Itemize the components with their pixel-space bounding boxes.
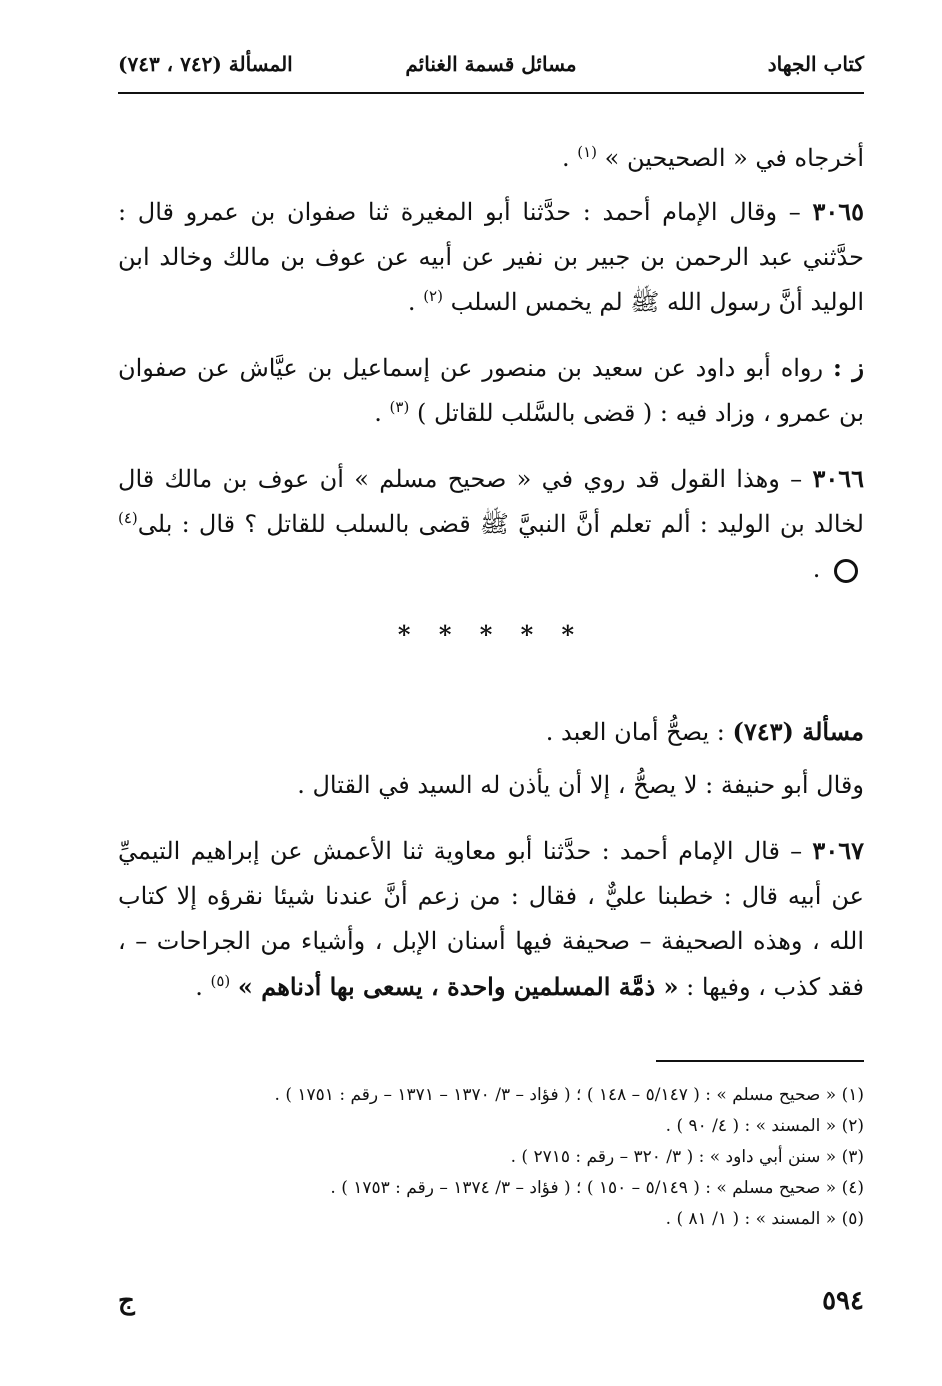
footnotes: [118, 1080, 864, 1235]
footnote-3: (٣) « سنن أبي داود » : ( ٣/ ٣٢٠ – رقم : ٢٧١٥ ) .: [510, 1147, 864, 1167]
running-header: [118, 52, 864, 86]
footnote-1: (١) « صحيح مسلم » : ( ٥/١٤٧ – ١٤٨ ) ؛ ( فؤاد – ٣/ ١٣٧٠ – ١٣٧١ – رقم : ١٧٥١ ) .: [274, 1085, 864, 1105]
masala-743-heading: مسألة (٧٤٣) : يصحُّ أمان العبد .: [545, 717, 864, 746]
hadith-number: ٣٠٦٦: [812, 464, 864, 493]
hadith-3067: ٣٠٦٧ – قال الإمام أحمد : حدَّثنا أبو معاوية ثنا الأعمش عن إبراهيم التيميِّ عن أبيه قال : خطبنا عليٌّ ، فقال : من زعم أنَّ عندنا شيئا نقرؤه إلا كتاب الله ، وهذه الصحيفة – صحيفة فيها أسنان الإبل ، وأشياء من الجراحات – ، فقد كذب ، وفيها : « ذمَّة المسلمين واحدة ، يسعى بها أدناهم » $^{(٥)}$ .: [118, 836, 864, 1001]
footnote-ref-4[interactable]: (٤): [118, 509, 138, 527]
hadith-3066: ٣٠٦٦ – وهذا القول قد روي في « صحيح مسلم » أن عوف بن مالك قال لخالد بن الوليد : ألم تعلم أنَّ النبيَّ ﷺ قضى بالسلب للقاتل ؟ قال : بلى$^{(٤)}$ .: [118, 464, 864, 583]
header-book-title: كتاب الجهاد: [767, 52, 864, 76]
hadith-quote: « ذمَّة المسلمين واحدة ، يسعى بها أدناهم »: [237, 972, 679, 1001]
end-circle-icon: [834, 559, 858, 583]
footnote-4: (٤) « صحيح مسلم » : ( ٥/١٤٩ – ١٥٠ ) ؛ ( فؤاد – ٣/ ١٣٧٤ – رقم : ١٧٥٣ ) .: [330, 1178, 864, 1198]
abu-hanifa-opinion: وقال أبو حنيفة : لا يصحُّ ، إلا أن يأذن له السيد في القتال .: [297, 771, 864, 799]
hadith-3065: ٣٠٦٥ – وقال الإمام أحمد : حدَّثنا أبو المغيرة ثنا صفوان بن عمرو قال : حدَّثني عبد الرحمن بن جبير بن نفير عن أبيه عن عوف بن مالك وخالد ابن الوليد أنَّ رسول الله ﷺ لم يخمس السلب $^{(٢)}$ .: [118, 197, 864, 316]
paragraph-takhrij: أخرجاه في « الصحيحين » $^{(١)}$ .: [561, 143, 864, 172]
footnote-2: (٢) « المسند » : ( ٤/ ٩٠ ) .: [665, 1116, 864, 1136]
footnote-5: (٥) « المسند » : ( ١/ ٨١ ) .: [665, 1209, 864, 1229]
page-number: ٥٩٤: [822, 1286, 864, 1316]
footnote-ref-3[interactable]: (٣): [389, 398, 410, 416]
ziyada-note: ز : رواه أبو داود عن سعيد بن منصور عن إسماعيل بن عيَّاش عن صفوان بن عمرو ، وزاد فيه : ( قضى بالسَّلب للقاتل ) $^{(٣)}$ .: [118, 353, 865, 427]
volume-mark: ج: [118, 1286, 135, 1316]
footnote-rule: [656, 1060, 864, 1062]
ziyada-mark: ز :: [832, 353, 865, 382]
page: [118, 40, 864, 1360]
header-rule: [118, 92, 864, 94]
header-issue-range: المسألة (٧٤٢ ، ٧٤٣): [118, 52, 293, 76]
body-text: [118, 136, 864, 1030]
hadith-number: ٣٠٦٥: [812, 197, 864, 226]
footnote-ref-1[interactable]: (١): [577, 143, 597, 161]
section-divider-stars: * * * * *: [397, 620, 585, 649]
masala-label: مسألة (٧٤٣): [732, 717, 864, 746]
footnote-ref-2[interactable]: (٢): [423, 287, 443, 305]
hadith-number: ٣٠٦٧: [812, 836, 864, 865]
footnote-ref-5[interactable]: (٥): [210, 972, 231, 990]
header-chapter-title: مسائل قسمة الغنائم: [405, 52, 577, 76]
